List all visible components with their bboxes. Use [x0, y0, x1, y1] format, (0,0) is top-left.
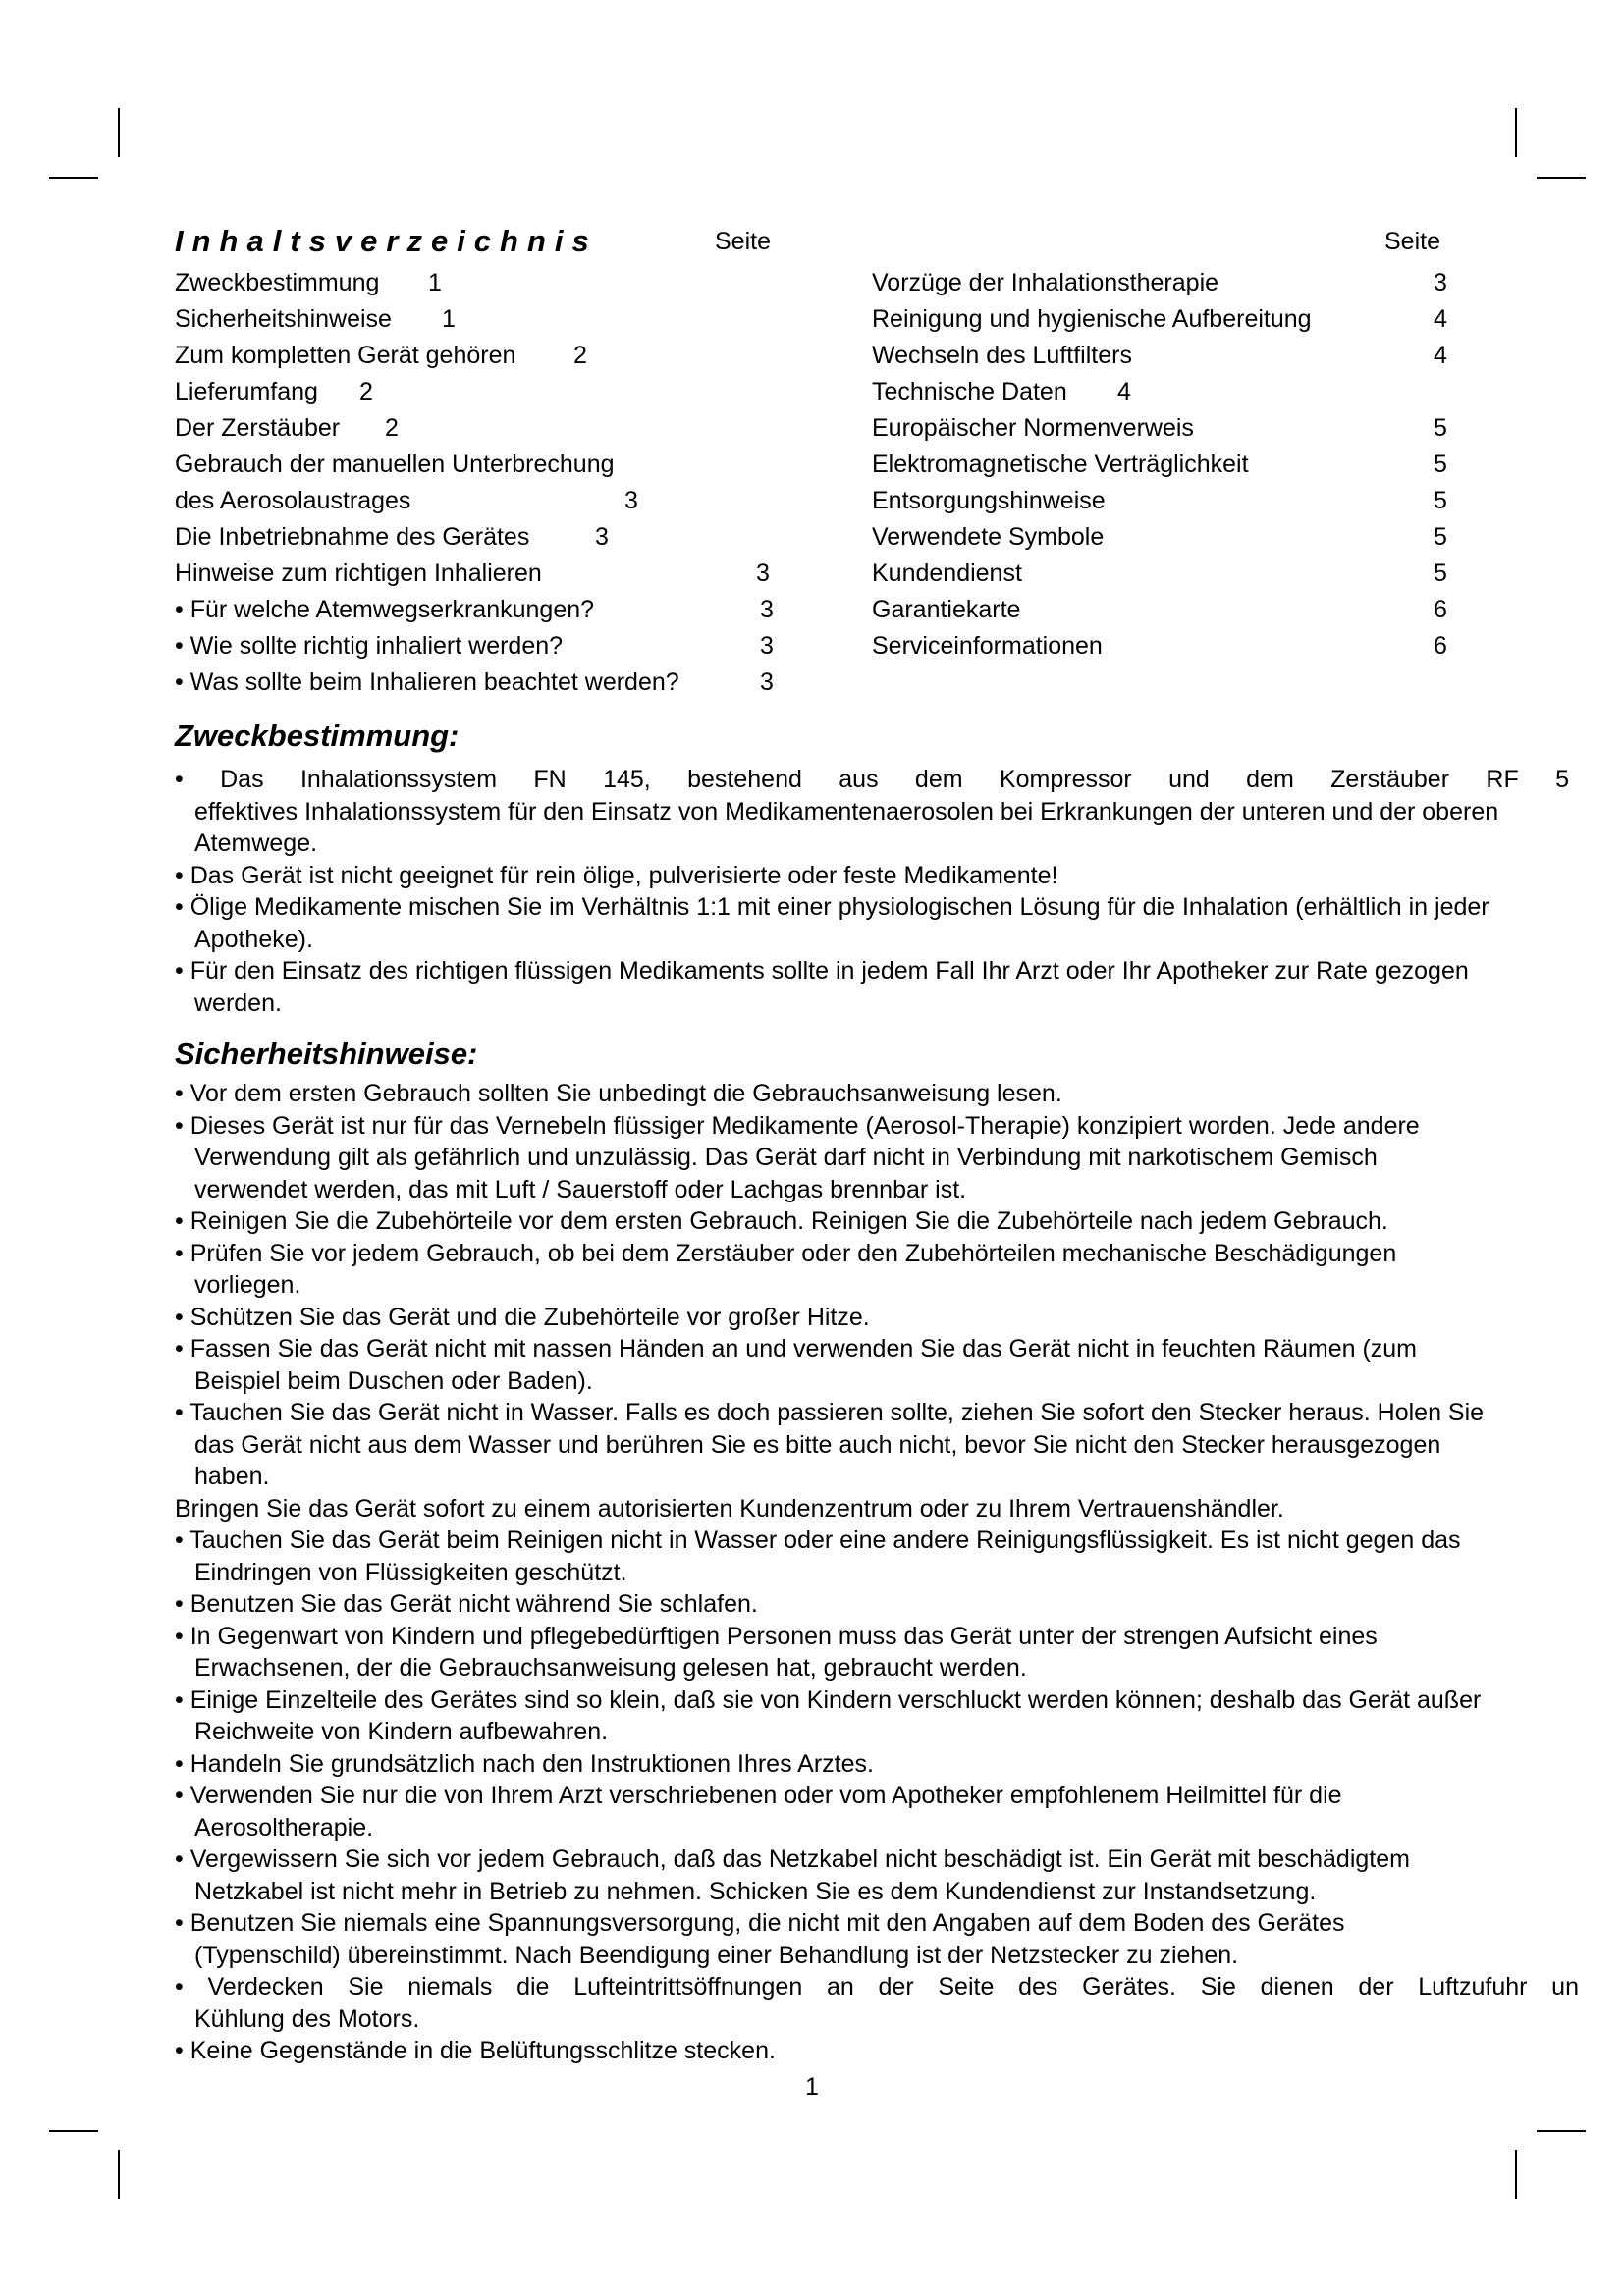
list-item: • Tauchen Sie das Gerät beim Reinigen nicht in Wasser oder eine andere Reinigungsflüssigkeit. Es ist nicht gegen das Eindringen von Flüssigkeiten geschützt.	[175, 1526, 1461, 1586]
toc-entry: Hinweise zum richtigen Inhalieren 3	[175, 560, 770, 587]
list-item: • Keine Gegenstände in die Belüftungsschlitze stecken.	[175, 2037, 776, 2064]
toc-entry: Verwendete Symbole 5	[872, 523, 1447, 551]
list-item: • Fassen Sie das Gerät nicht mit nassen Händen an und verwenden Sie das Gerät nicht in feuchten Räumen (zum Beispiel beim Duschen oder Baden).	[175, 1335, 1418, 1395]
toc-entry: Reinigung und hygienische Aufbereitung 4	[872, 305, 1447, 333]
toc-entry: • Für welche Atemwegserkrankungen? 3	[175, 596, 774, 623]
toc-entry: Garantiekarte 6	[872, 596, 1447, 623]
crop-mark	[1515, 2150, 1517, 2199]
list-item: • Vergewissern Sie sich vor jedem Gebrauch, daß das Netzkabel nicht beschädigt ist. Ein Gerät mit beschädigtem Netzkabel ist nicht mehr in Betrieb zu nehmen. Schicken Sie es dem Kundendienst zur Instandsetzung.	[175, 1845, 1410, 1905]
list-item: • Benutzen Sie das Gerät nicht während Sie schlafen.	[175, 1590, 758, 1618]
toc-entry: Serviceinformationen 6	[872, 632, 1447, 660]
toc-entry: Lieferumfang 2	[175, 378, 373, 405]
toc-entry: Wechseln des Luftfilters 4	[872, 342, 1447, 369]
list-item: • In Gegenwart von Kindern und pflegebedürftigen Personen muss das Gerät unter der strengen Aufsicht eines Erwachsenen, der die Gebrauchsanweisung gelesen hat, gebraucht werden.	[175, 1622, 1378, 1682]
crop-mark	[49, 2130, 98, 2132]
section-heading-sicherheitshinweise: Sicherheitshinweise:	[175, 1037, 478, 1071]
list-item: • Verdecken Sie niemals die Lufteintrittsöffnungen an der Seite des Gerätes. Sie dienen der Luftzufuhr un	[175, 1973, 1579, 2001]
crop-mark	[1515, 108, 1517, 157]
list-item: • Das Gerät ist nicht geeignet für rein ölige, pulverisierte oder feste Medikamente!	[175, 861, 1058, 889]
toc-left-column	[175, 265, 774, 701]
list-item: • Benutzen Sie niemals eine Spannungsversorgung, die nicht mit den Angaben auf dem Boden des Gerätes (Typenschild) übereinstimmt. Nach Beendigung einer Behandlung ist der Netzstecker zu ziehen.	[175, 1909, 1345, 1969]
toc-entry: Technische Daten 4	[872, 378, 1131, 405]
list-item: • Reinigen Sie die Zubehörteile vor dem ersten Gebrauch. Reinigen Sie die Zubehörteile nach jedem Gebrauch.	[175, 1207, 1388, 1235]
zweck-section	[175, 764, 1579, 1019]
list-item: • Für den Einsatz des richtigen flüssigen Medikaments sollte in jedem Fall Ihr Arzt oder Ihr Apotheker zur Rate gezogen werden.	[175, 957, 1469, 1017]
list-item: • Schützen Sie das Gerät und die Zubehörteile vor großer Hitze.	[175, 1303, 870, 1331]
toc-entry: Entsorgungshinweise 5	[872, 487, 1447, 514]
list-item: • Handeln Sie grundsätzlich nach den Instruktionen Ihres Arztes.	[175, 1749, 874, 1778]
toc-page-label-right: Seite	[1384, 228, 1440, 255]
crop-mark	[1537, 2130, 1586, 2132]
toc-entry: Elektromagnetische Verträglichkeit 5	[872, 451, 1447, 478]
crop-mark	[1537, 177, 1586, 179]
list-item: • Vor dem ersten Gebrauch sollten Sie unbedingt die Gebrauchsanweisung lesen.	[175, 1080, 1062, 1107]
toc-entry: • Was sollte beim Inhalieren beachtet werden? 3	[175, 668, 774, 696]
list-item: • Verwenden Sie nur die von Ihrem Arzt verschriebenen oder vom Apotheker empfohlenem Heilmittel für die Aerosoltherapie.	[175, 1782, 1342, 1842]
list-item: Kühlung des Motors.	[194, 2004, 420, 2033]
toc-entry: Gebrauch der manuellen Unterbrechung	[175, 451, 615, 478]
sicherheit-section	[175, 1078, 1579, 2067]
crop-mark	[49, 177, 98, 179]
toc-entry: Kundendienst 5	[872, 560, 1447, 587]
toc-title: Inhaltsverzeichnis	[175, 224, 598, 258]
toc-entry: Vorzüge der Inhalationstherapie 3	[872, 269, 1447, 296]
toc-entry: • Wie sollte richtig inhaliert werden? 3	[175, 632, 774, 660]
toc-page-label-left: Seite	[715, 228, 771, 255]
list-item: effektives Inhalationssystem für den Einsatz von Medikamentenaerosolen bei Erkrankungen der unteren und der oberen Atemwege.	[194, 797, 1499, 857]
toc-entry: Der Zerstäuber 2	[175, 414, 399, 442]
list-item: • Dieses Gerät ist nur für das Vernebeln flüssiger Medikamente (Aerosol-Therapie) konzipiert worden. Jede andere Verwendung gilt als gefährlich und unzulässig. Das Gerät darf nicht in Verbindung mit narkotischem Gemisch verwendet werden, das mit Luft / Sauerstoff oder Lachgas brennbar ist.	[175, 1111, 1420, 1203]
list-item: • Prüfen Sie vor jedem Gebrauch, ob bei dem Zerstäuber oder den Zubehörteilen mechanische Beschädigungen vorliegen.	[175, 1239, 1397, 1299]
crop-mark	[118, 108, 120, 157]
section-heading-zweckbestimmung: Zweckbestimmung:	[175, 719, 460, 753]
page-number: 1	[805, 2073, 819, 2101]
toc-entry: Zweckbestimmung 1	[175, 269, 442, 296]
toc-entry: des Aerosolaustrages 3	[175, 487, 638, 514]
toc-entry: Zum kompletten Gerät gehören 2	[175, 342, 587, 369]
list-item: • Ölige Medikamente mischen Sie im Verhältnis 1:1 mit einer physiologischen Lösung für die Inhalation (erhältlich in jeder Apotheke).	[175, 893, 1489, 953]
list-item: • Einige Einzelteile des Gerätes sind so klein, daß sie von Kindern verschluckt werden können; deshalb das Gerät außer Reichweite von Kindern aufbewahren.	[175, 1685, 1482, 1745]
toc-right-column	[872, 265, 1447, 665]
list-item: • Tauchen Sie das Gerät nicht in Wasser. Falls es doch passieren sollte, ziehen Sie sofort den Stecker heraus. Holen Sie das Gerät nicht aus dem Wasser und berühren Sie es bitte auch nicht, bevor Sie nicht den Stecker herausgezogen haben.	[175, 1399, 1485, 1490]
toc-entry: Die Inbetriebnahme des Gerätes 3	[175, 523, 609, 551]
crop-mark	[118, 2150, 120, 2199]
toc-entry: Sicherheitshinweise 1	[175, 305, 456, 333]
toc-entry: Europäischer Normenverweis 5	[872, 414, 1447, 442]
list-item: Bringen Sie das Gerät sofort zu einem autorisierten Kundenzentrum oder zu Ihrem Vertrauenshändler.	[175, 1494, 1284, 1522]
list-item: • Das Inhalationssystem FN 145, bestehend aus dem Kompressor und dem Zerstäuber RF 5	[175, 766, 1569, 793]
